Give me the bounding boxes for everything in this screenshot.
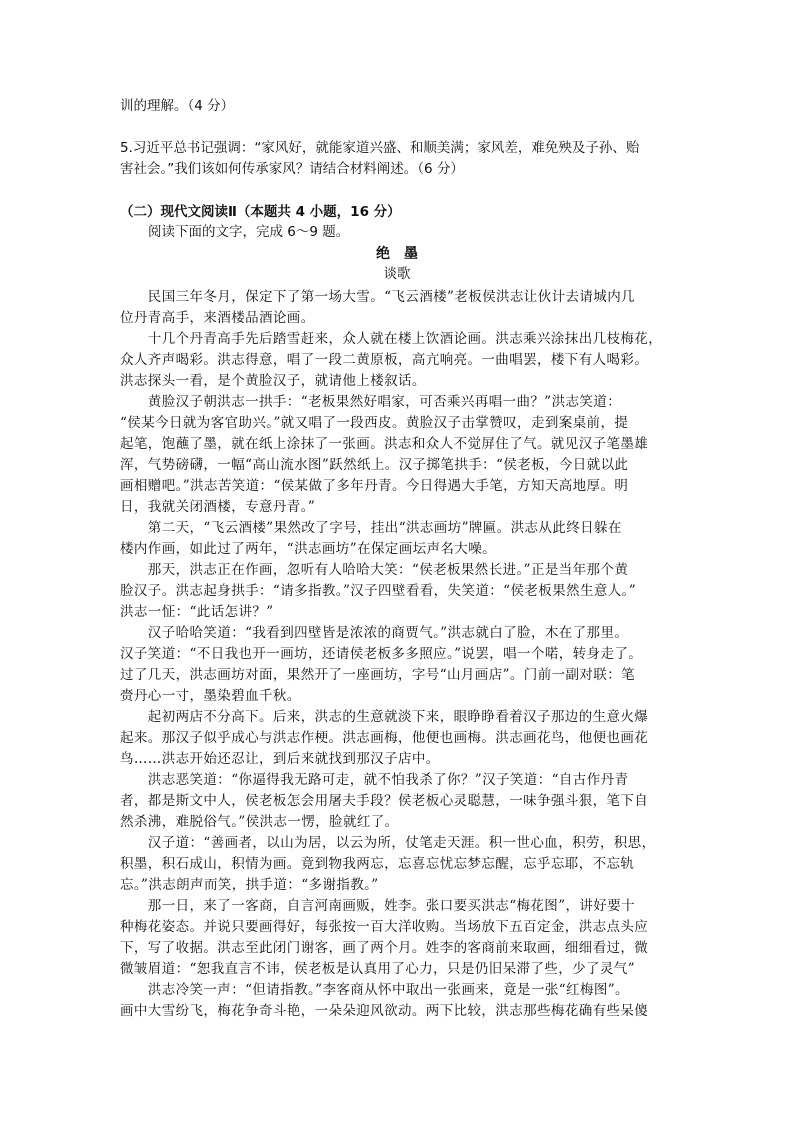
story-line: 位丹青高手，来酒楼品酒论画。 [120,310,315,326]
story-line: 画中大雪纷飞，梅花争奇斗艳，一朵朵迎风欲动。两下比较，洪志那些梅花确有些呆傻 [120,1003,649,1019]
story-line: 脸汉子。洪志起身拱手：“请多指教。”汉子四壁看看，失笑道：“侯老板果然生意人。” [120,583,637,599]
story-line: 忘。”洪志朗声而笑，拱手道：“多谢指教。” [120,877,379,893]
story-author: 谈歌 [383,266,411,282]
story-line: 积墨，积石成山，积情为画。竟到物我两忘，忘喜忘忧忘梦忘醒，忘乎忘耶，不忘轨 [120,856,635,872]
question-5-line-1: 5.习近平总书记强调：“家风好，就能家道兴盛、和顺美满；家风差，难免殃及子孙、贻 [120,140,640,156]
story-line: 楼内作画，如此过了两年，“洪志画坊”在保定画坛声名大噪。 [120,541,497,557]
story-line: 汉子笑道：“不日我也开一画坊，还请侯老板多多照应。”说罢，唱一个喏，转身走了。 [120,646,643,662]
story-line: 众人齐声喝彩。洪志得意，唱了一段二黄原板，高亢响亮。一曲唱罢，楼下有人喝彩。 [120,352,649,368]
story-line: 起初两店不分高下。后来，洪志的生意就淡下来，眼睁睁看着汉子那边的生意火爆 [120,709,649,725]
story-line: 浑，气势磅礴，一幅“高山流水图”跃然纸上。汉子掷笔拱手：“侯老板，今日就以此 [120,457,629,473]
section-instruction: 阅读下面的文字，完成 6～9 题。 [148,224,350,240]
story-line: 下，写了收据。洪志至此闭门谢客，画了两个月。姓李的客商前来取画，细细看过，微 [120,940,649,956]
story-line: 那一日，来了一客商，自言河南画贩，姓李。张口要买洪志“梅花图”，讲好要十 [120,898,636,914]
story-line: 过了几天，洪志画坊对面，果然开了一座画坊，字号“山月画店”。门前一副对联：笔 [120,667,636,683]
story-line: 十几个丹青高手先后踏雪赶来，众人就在楼上饮酒论画。洪志乘兴涂抹出几枝梅花， [120,331,663,347]
story-line: “侯某今日就为客官助兴。”就又唱了一段西皮。黄脸汉子击掌赞叹，走到案桌前，提 [120,415,629,431]
story-line: 洪志探头一看，是个黄脸汉子，就请他上楼叙话。 [120,373,426,389]
story-line: 第二天，“飞云酒楼”果然改了字号，挂出“洪志画坊”牌匾。洪志从此终日躲在 [120,520,622,536]
story-line: 种梅花姿态。并说只要画得好，每张按一百大洋收购。当场放下五百定金，洪志点头应 [120,919,649,935]
story-line: 黄脸汉子朝洪志一拱手：“老板果然好唱家，可否乘兴再唱一曲？”洪志笑道： [120,394,622,410]
story-title: 绝 墨 [376,246,418,262]
story-line: 起来。那汉子似乎成心与洪志作梗。洪志画梅，他便也画梅。洪志画花鸟，他便也画花 [120,730,649,746]
story-line: 者，都是斯文中人，侯老板怎会用屠夫手段？侯老板心灵聪慧，一味争强斗狠，笔下自 [120,793,649,809]
story-line: 汉子道：“善画者，以山为居，以云为所，仗笔走天涯。积一世心血，积劳，积思， [120,835,656,851]
story-line: 鸟……洪志开始还忍让，到后来就找到那汉子店中。 [120,751,440,767]
story-line: 起笔，饱蘸了墨，就在纸上涂抹了一张画。洪志和众人不觉屏住了气。就见汉子笔墨雄 [120,436,649,452]
story-line: 日，我就关闭酒楼，专意丹青。” [120,499,316,515]
story-line: 画相赠吧。”洪志苦笑道：“侯某做了多年丹青。今日得遇大手笔，方知天高地厚。明 [120,478,629,494]
story-line: 赍丹心一寸，墨染碧血千秋。 [120,688,301,704]
story-line: 洪志恶笑道：“你逼得我无路可走，就不怕我杀了你？”汉子笑道：“自古作丹青 [120,772,629,788]
question-4-tail: 训的理解。（4 分） [120,98,235,114]
story-line: 然杀沸，难脱俗气。”侯洪志一愣，脸就红了。 [120,814,399,830]
story-line: 那天，洪志正在作画，忽听有人哈哈大笑：“侯老板果然长进。”正是当年那个黄 [120,562,629,578]
story-line: 汉子哈哈笑道：“我看到四壁皆是浓浓的商贾气。”洪志就白了脸，木在了那里。 [120,625,629,641]
story-line: 洪志冷笑一声：“但请指教。”李客商从怀中取出一张画来，竟是一张“红梅图”。 [120,982,629,998]
story-line: 洪志一怔：“此话怎讲？” [120,604,274,620]
section-heading: （二）现代文阅读Ⅱ（本题共 4 小题，16 分） [120,204,401,220]
story-line: 民国三年冬月，保定下了第一场大雪。“飞云酒楼”老板侯洪志让伙计去请城内几 [120,289,636,305]
question-5-line-2: 害社会。”我们该如何传承家风？请结合材料阐述。（6 分） [120,161,464,177]
story-line: 微皱眉道：“恕我直言不讳，侯老板是认真用了心力，只是仍旧呆滞了些，少了灵气” [120,961,636,977]
